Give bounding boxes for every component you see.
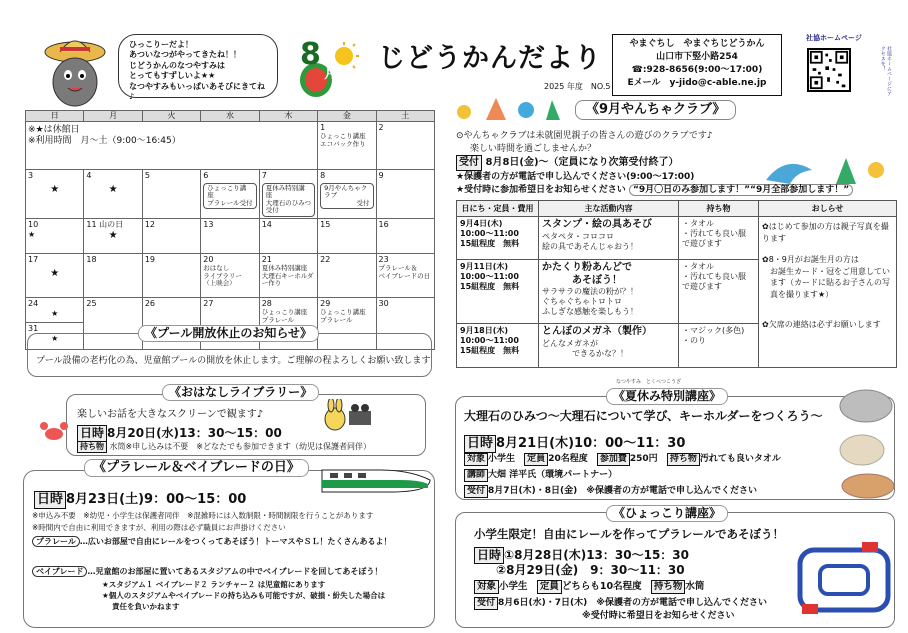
capacity-label: 定員 (537, 580, 562, 594)
calendar-day (259, 253, 317, 297)
club-time: 10:00～11:00 (460, 229, 519, 238)
natsu-uke-row (464, 485, 757, 498)
club-note-row (456, 184, 898, 197)
item: ・タオル (682, 219, 714, 228)
closed-star-icon: ★ (50, 184, 60, 195)
natsu-date-row (464, 435, 685, 453)
hyo-capacity: どちらも10名程度 (561, 581, 642, 592)
weekday-sun: 日 (26, 111, 84, 122)
day-number: 23 (378, 254, 389, 264)
item: ・汚れても良い服 (682, 229, 746, 238)
calendar-notes (26, 122, 318, 170)
hours-note: ※利用時間 月～土（9:00～16:45） (28, 136, 181, 147)
event-box (203, 183, 256, 209)
club-date: 9月11日(木) (460, 262, 509, 271)
club-activity-cell (539, 217, 679, 260)
event-text: エコバック作り (320, 139, 366, 148)
fee-label: 参加費 (597, 453, 630, 466)
marble-stones-icon (832, 388, 900, 500)
day-number: 31 (28, 323, 39, 333)
club-date-cell (457, 217, 539, 260)
day-number: 18 (86, 254, 97, 264)
closed-star-icon: ★ (51, 308, 59, 318)
day-number: 3 (28, 171, 34, 180)
club-date: 9月4日(木) (460, 219, 503, 228)
calendar-day (26, 218, 84, 253)
event-text: （上映会） (203, 279, 236, 288)
day-number: 12 (144, 219, 156, 229)
club-items-cell (679, 217, 759, 260)
weekday-mon: 月 (84, 111, 142, 122)
bubble-line: じどうかんのなつやすみは (129, 60, 225, 70)
item: で遊びます (682, 282, 722, 291)
day-number: 19 (144, 254, 156, 264)
calendar-day (318, 170, 376, 219)
items-label: 持ち物 (667, 453, 700, 466)
hyo-target: 小学生 (499, 581, 528, 592)
club-uketsuke-row (456, 155, 898, 171)
club-date-cell (457, 260, 539, 324)
hyo-heading: 《ひょっこり講座》 (606, 505, 728, 522)
plarail-row (32, 537, 392, 547)
closed-star-icon: ★ (108, 229, 118, 241)
natsu-date: 8月21日(木)10：00～11：30 (496, 436, 686, 451)
day-number: 9 (378, 171, 384, 180)
library-items: 水筒※申し込みは不要 ※どなたでも参加できます（幼児は保護者同伴） (109, 442, 371, 451)
library-heading: 《おはなしライブラリー》 (162, 384, 319, 401)
activity-desc: ふしぎな感触を楽しもう！ (542, 307, 638, 316)
event-text: ライブラリー (203, 271, 242, 280)
bubble-line: なつやすみもいっぱいあそびにきてね♪ (129, 81, 265, 101)
activity-title: スタンプ・絵の具あそび (542, 219, 652, 230)
day-number: 8 (320, 171, 326, 180)
day-number: 26 (144, 298, 156, 308)
club-activity-cell (539, 260, 679, 324)
beyblade-note: ★個人のスタジアムやベイブレードの持ち込みも可能ですが、破損・紛失した場合は (102, 591, 386, 600)
natsu-capacity: 20名程度 (548, 454, 588, 464)
date-label: 日時 (464, 435, 496, 453)
col-header: おしらせ (759, 201, 897, 217)
org-name: やまぐちし やまぐちじどうかん (629, 39, 765, 49)
club-items-cell (679, 324, 759, 368)
beyblade-label: ベイブレード (32, 566, 87, 577)
day-number: 29 (320, 298, 331, 308)
natsu-items: 汚れても良いタオル (699, 454, 781, 464)
club-intro (456, 130, 898, 196)
event-text: ひょっこり講座 (320, 307, 366, 316)
qr-side-caption: 社協ホームページにアクセスを！ (879, 46, 892, 96)
event-text: おはなし (203, 263, 230, 272)
mascot-speech-bubble (118, 34, 278, 101)
item: ・のり (682, 336, 706, 345)
target-label: 対象 (474, 580, 499, 594)
address: 山口市下竪小路254 (656, 52, 738, 63)
capacity-label: 定員 (524, 453, 548, 466)
story-library-section (66, 385, 426, 456)
calendar-day (142, 218, 200, 253)
pool-text: プール設備の老朽化の為、児童館プールの開放を休止します。ご理解の程よろしくお願い致します (36, 356, 431, 366)
club-capacity: 15組程度 無料 (460, 282, 520, 291)
heading-ruby: なつやすみ とくべつこうざ (616, 379, 682, 385)
target-label: 対象 (464, 453, 488, 466)
calendar-day (376, 122, 434, 170)
event-text: プラレール受付 (207, 198, 253, 207)
weekday-fri: 金 (318, 111, 376, 122)
col-header: 持ち物 (679, 201, 759, 217)
closed-note: ※★は休館日 (28, 125, 80, 135)
club-date-cell (457, 324, 539, 368)
plarail-label: プラレール (32, 536, 80, 547)
event-text: 受付 (356, 198, 370, 207)
calendar-day (201, 253, 259, 297)
date-label: 日時 (34, 491, 66, 509)
day-number: 25 (86, 298, 97, 308)
issue-number: 2025 年度 NO.5 (544, 82, 611, 91)
activity-title: あそぼう！ (572, 274, 622, 286)
calendar-day (201, 218, 259, 253)
items-label: 持ち物 (651, 580, 686, 594)
plarail-text: …広いお部屋で自由にレールをつくってあそぼう！トーマスやＳＬ！たくさんあるよ！ (79, 537, 392, 546)
newsletter-title: じどうかんだより (378, 43, 602, 74)
event-text: 9月やんちゃクラブ (324, 184, 368, 200)
summer-special-course-section (455, 379, 895, 500)
col-header: 日にち・定員・費用 (457, 201, 539, 217)
calendar-day (26, 253, 84, 297)
calendar-day (259, 170, 317, 219)
day-number: 17 (28, 254, 39, 264)
closed-star-icon: ★ (51, 333, 59, 343)
calendar-day (376, 218, 434, 253)
beyblade-row (32, 567, 382, 577)
day-number: 15 (320, 219, 331, 229)
phone: ☎:928-8656(9:00～17:00) (631, 65, 763, 76)
club-date: 9月18日(木) (460, 326, 509, 335)
natsu-title: 大理石のひみつ～大理石について学び、キーホルダーをつくろう～ (464, 409, 823, 423)
event-text: 夏休み特別講座 (265, 184, 305, 200)
calendar-day (142, 253, 200, 297)
item: で遊びます (682, 239, 722, 248)
uketsuke-label: 受付 (456, 155, 482, 171)
day-number: 14 (261, 219, 272, 229)
day-number: 5 (144, 171, 150, 180)
items-label: 持ち物 (77, 441, 107, 453)
club-capacity: 15組程度 無料 (460, 346, 520, 355)
calendar-day (318, 218, 376, 253)
weekday-thu: 木 (259, 111, 317, 122)
activity-desc: ぐちゃぐちゃトロトロ (542, 297, 622, 306)
calendar-day (26, 170, 84, 219)
activity-title: かたくり粉あんどで (542, 262, 632, 273)
natsu-uketsuke: 8月7日(木)・8日(金) ※保護者の方が電話で申し込んでください (488, 486, 758, 496)
hyo-date: ①8月28日(木)13：30～15：30 (504, 548, 689, 562)
rail-note: ※申込み不要 ※幼児・小学生は保護者同伴 ※混雑時には入数制限・時間制限を行うことがあります (32, 511, 374, 520)
event-text: プラレール＆ (378, 263, 418, 272)
summer-decoration-icon (456, 92, 566, 124)
beyblade-text: …児童館のお部屋に置いてあるスタジアムの中でベイブレードを回してあそぼう！ (87, 567, 383, 576)
calendar-day (318, 253, 376, 297)
hyo-title: 小学生限定！自由にレールを作ってプラレールであそぼう！ (474, 527, 785, 541)
event-text: ひょっこり講座 (320, 132, 366, 140)
day-number: 1 (320, 123, 326, 132)
item: ・タオル (682, 262, 714, 271)
day-number: 4 (86, 171, 92, 180)
closed-star-icon: ★ (108, 184, 118, 195)
day-number: 24 (28, 298, 39, 308)
item: ・マジック(多色) (682, 326, 745, 335)
club-note: ★受付時に参加希望日をお知らせください (456, 184, 626, 195)
event-text: ひょっこり講座 (261, 307, 308, 316)
natsu-heading: 《夏休み特別講座》 (606, 388, 728, 405)
august-calendar (25, 110, 435, 350)
club-time: 10:00～11:00 (460, 336, 519, 345)
calendar-day (84, 170, 142, 219)
date-label: 日時 (77, 425, 107, 442)
calendar-day (376, 170, 434, 219)
day-number: 2 (378, 123, 384, 132)
club-notice: お誕生カード・冠をご用意しています（カードに貼るお子さんの写真を撮ります★） (770, 266, 890, 299)
date-label: 日時 (474, 547, 504, 564)
weekday-tue: 火 (142, 111, 200, 122)
day-number: 6 (203, 171, 209, 180)
pool-heading: 《プール開放休止のお知らせ》 (138, 325, 319, 342)
rail-note: ※時間内で自由に利用できますが、利用の際は必ず職員にお声掛けください (32, 523, 286, 532)
club-schedule-table (456, 200, 897, 368)
event-box (262, 183, 315, 217)
event-text: プラレール (320, 315, 353, 324)
event-text: 夏休み特別講座 (261, 263, 308, 272)
crab-icon (40, 420, 68, 442)
hyo-uke-note: ※受付時に希望日をお知らせください (582, 611, 735, 621)
club-activity-cell (539, 324, 679, 368)
hyo-items: 水筒 (685, 581, 705, 592)
bubble-line: あついなつがやってきたね！！ (129, 50, 241, 60)
calendar-day (84, 218, 142, 253)
hyo-date-row (474, 547, 689, 564)
item: ・汚れても良い服 (682, 272, 746, 281)
club-note-example: “9月〇日のみ参加します！”“9月全部参加します！” (629, 184, 853, 196)
month-number: 8 (300, 37, 321, 72)
day-number: 7 (261, 171, 267, 180)
intro-line: ⊙やんちゃクラブは未就園児親子の皆さんの遊びのクラブです♪ (456, 131, 713, 141)
rail-date-row (34, 491, 246, 509)
event-text: 大理石のひみつ受付 (265, 198, 312, 215)
activity-desc: ペタペタ・コロコロ (542, 231, 614, 241)
event-box (320, 183, 373, 209)
email[interactable]: Eメール y-jido@c-able.ne.jp (627, 78, 767, 89)
hyo-detail-row (474, 580, 704, 594)
activity-desc: 絵の具であそんじゃおう！ (542, 241, 638, 251)
hyo-date: ②8月29日(金) 9：30～11：30 (496, 563, 685, 577)
col-header: 主な活動内容 (539, 201, 679, 217)
calendar-day (142, 170, 200, 219)
beyblade-note: 責任を負いかねます (112, 602, 180, 611)
club-notice: ✿8・9月がお誕生月の方は (762, 255, 859, 265)
day-number: 30 (378, 298, 389, 308)
lecturer-label: 講師 (464, 469, 488, 482)
intro-line: 楽しい時間を過ごしませんか？ (470, 143, 597, 154)
calendar-day (318, 122, 376, 170)
library-date-row (77, 425, 282, 442)
library-intro: 楽しいお話を大きなスクリーンで観ます♪ (77, 409, 264, 420)
day-number: 16 (378, 219, 389, 229)
club-notice: ✿はじめて参加の方は親子写真を撮ります (762, 222, 889, 243)
activity-desc: どんなメガネが (542, 338, 598, 348)
calendar-day (84, 253, 142, 297)
activity-desc: サラサラの魔法の粉が？！ (542, 287, 638, 296)
day-number: 21 (261, 254, 272, 264)
qr-code-icon[interactable] (807, 48, 851, 92)
club-notice-cell (759, 217, 897, 368)
natsu-lecturer-row (464, 469, 617, 482)
bubble-line: とってもすずしいよ★★ (129, 71, 216, 81)
month-suffix: 月 (324, 66, 338, 82)
uketsuke-label: 受付 (464, 485, 488, 498)
weekday-wed: 水 (201, 111, 259, 122)
library-date: 8月20日(水)13：30～15：00 (107, 426, 282, 440)
rabbit-projector-icon (319, 399, 379, 433)
plarail-track-icon (792, 540, 896, 620)
event-text: ベイブレードの日 (378, 271, 431, 280)
calendar-day (259, 218, 317, 253)
closed-star-icon: ★ (28, 229, 36, 239)
closed-star-icon: ★ (50, 267, 60, 279)
club-items-cell (679, 260, 759, 324)
activity-desc: できるかな？！ (572, 348, 628, 358)
day-number: 20 (203, 254, 214, 264)
club-notice: ✿欠席の連絡は必ずお願いします (762, 319, 881, 329)
rail-heading: 《プラレール＆ベイブレードの日》 (84, 459, 309, 477)
day-number: 27 (203, 298, 214, 308)
day-number: 10 (28, 219, 39, 229)
event-text: ひょっこり講座 (207, 184, 247, 200)
hikkory-mascot-illustration (40, 30, 110, 110)
event-text: 大理石キーホルダー作り (261, 271, 314, 288)
natsu-detail-row (464, 453, 781, 466)
club-capacity: 15組程度 無料 (460, 239, 520, 248)
club-time: 10:00～11:00 (460, 272, 519, 281)
beyblade-note: ★スタジアム１ ベイブレード２ ランチャー２ は児童館にあります (102, 580, 326, 589)
hyo-uketsuke: 8月6日(水)・7日(木) ※保護者の方が電話で申し込んでください (498, 598, 768, 608)
day-number: 11 山の日 (86, 219, 124, 229)
calendar-day (201, 170, 259, 219)
calendar-day (376, 253, 434, 297)
natsu-fee: 250円 (629, 454, 658, 464)
day-number: 13 (203, 219, 214, 229)
day-number: 22 (320, 254, 331, 264)
qr-label: 社協ホームページ (806, 34, 862, 42)
rail-date: 8月23日(土)9：00～15：00 (66, 492, 247, 507)
bubble-line: ひっこりーだよ！ (129, 40, 193, 49)
club-uketsuke: 8月8日(金)～（定員になり次第受付終了） (485, 157, 679, 169)
day-number: 28 (261, 298, 272, 308)
club-note: ★保護者の方が電話で申し込んでください(9:00～17:00) (456, 172, 695, 183)
library-items-row (77, 441, 371, 453)
event-text: プラレール (261, 315, 295, 324)
natsu-lecturer: 大畑 洋平氏（環境パートナー） (488, 470, 618, 480)
uketsuke-label: 受付 (474, 597, 498, 610)
contact-info-box (612, 34, 782, 96)
club-heading: 《9月やんちゃクラブ》 (575, 100, 736, 120)
hyo-uke-row (474, 597, 767, 610)
bullet-train-icon (320, 462, 432, 502)
natsu-target: 小学生 (488, 454, 516, 464)
weekday-sat: 土 (376, 111, 434, 122)
activity-title: とんぼのメガネ（製作） (542, 326, 652, 337)
